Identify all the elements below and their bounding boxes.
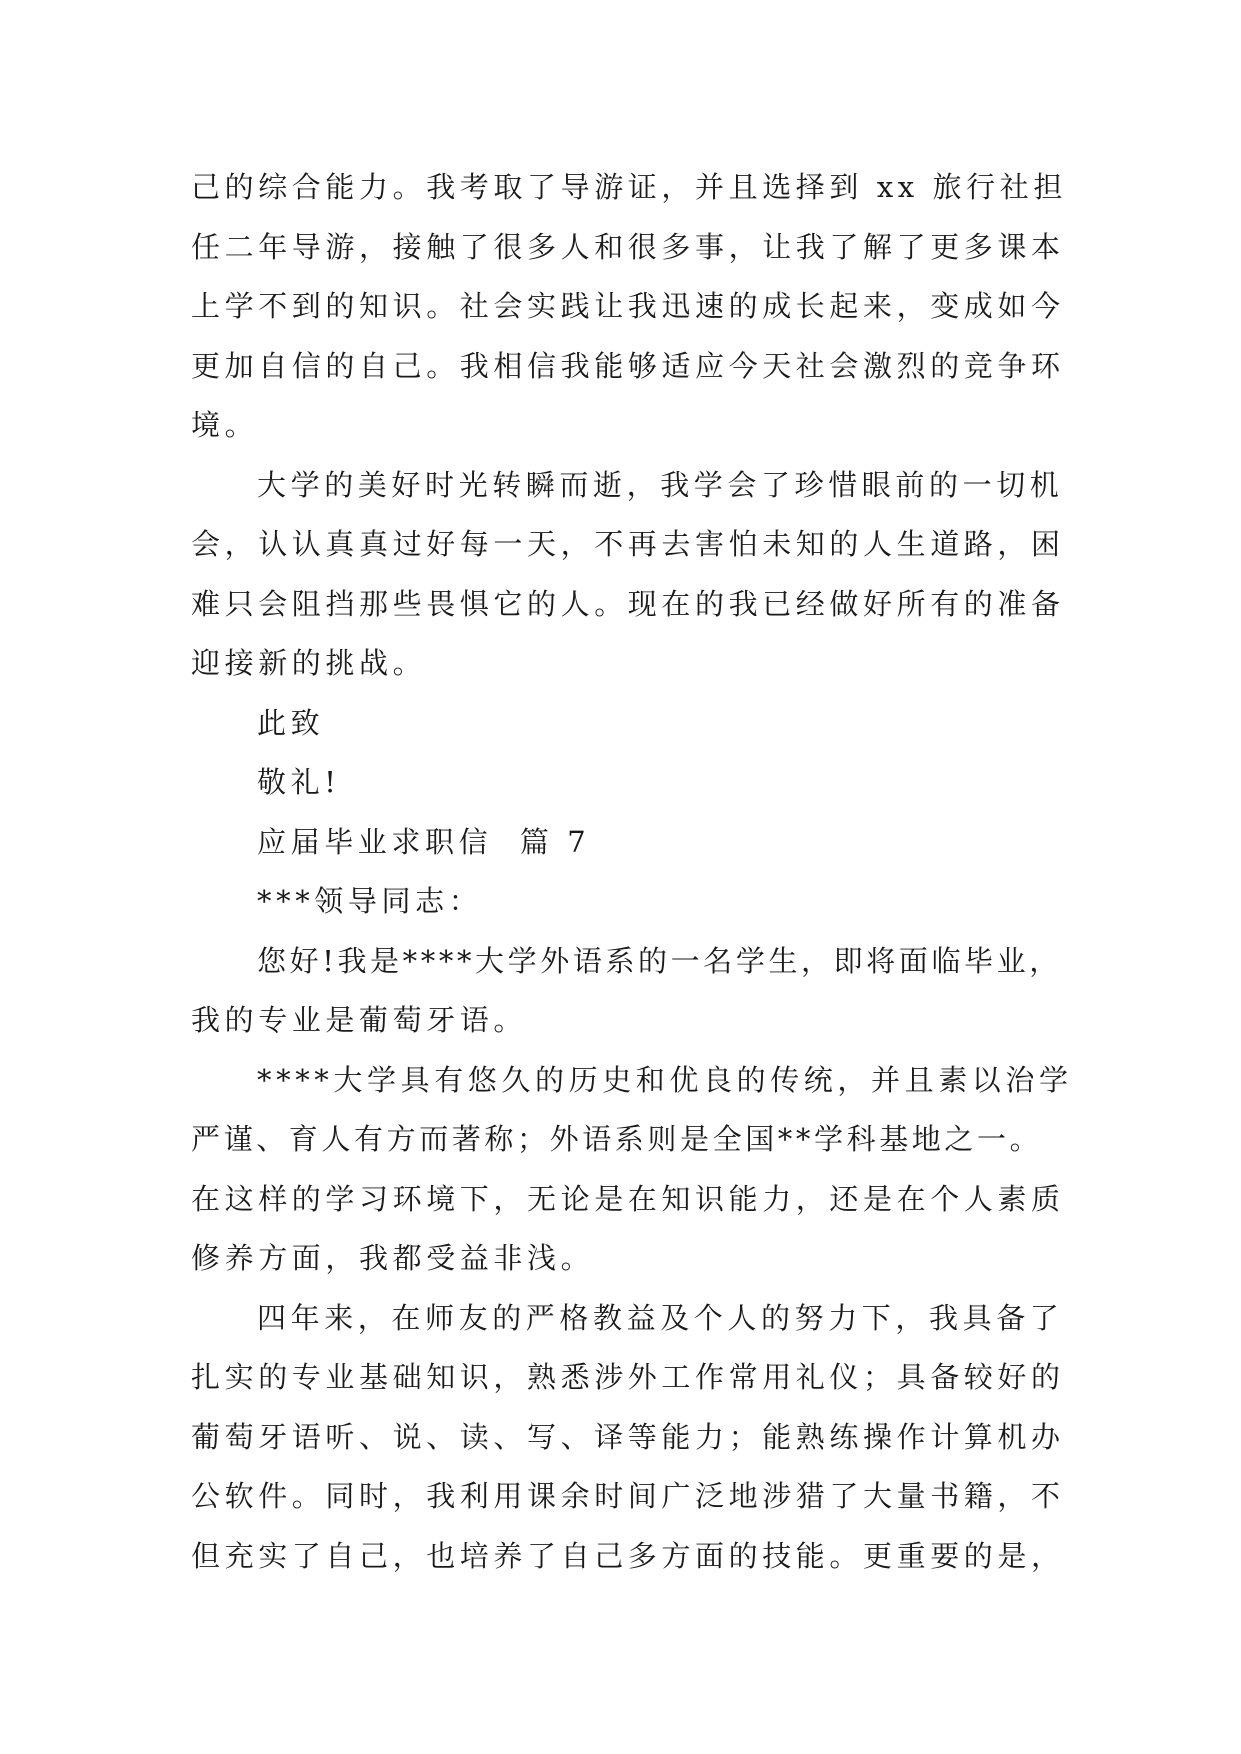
paragraph-first-line: 四年来，在师友的严格教益及个人的努力下，我具备了	[257, 1300, 1064, 1335]
section-heading: 应届毕业求职信 篇 7	[257, 824, 591, 859]
letter-greeting: ***领导同志：	[257, 884, 483, 918]
text-line: 严谨、育人有方而著称；外语系则是全国**学科基地之一。	[191, 1122, 1043, 1156]
text-line: 更加自信的自己。我相信我能够适应今天社会激烈的竞争环	[191, 348, 1065, 383]
text-line: 但充实了自己，也培养了自己多方面的技能。更重要的是，	[191, 1538, 1065, 1573]
text-line: 难只会阻挡那些畏惧它的人。现在的我已经做好所有的准备	[191, 586, 1065, 621]
letter-body	[191, 158, 1071, 1586]
text-line: 会，认认真真过好每一天，不再去害怕未知的人生道路，困	[191, 527, 1065, 561]
text-line: 己的综合能力。我考取了导游证，并且选择到 xx 旅行社担	[191, 170, 1067, 204]
text-line: 扎实的专业基础知识，熟悉涉外工作常用礼仪；具备较好的	[191, 1360, 1065, 1394]
text-line: 境。	[191, 408, 259, 442]
paragraph-first-line: 大学的美好时光转瞬而逝，我学会了珍惜眼前的一切机	[257, 467, 1064, 502]
text-line: 修养方面，我都受益非浅。	[191, 1241, 595, 1275]
text-line: 葡萄牙语听、说、读、写、译等能力；能熟练操作计算机办	[191, 1419, 1065, 1454]
closing-regards: 敬礼!	[257, 765, 341, 799]
text-line: 任二年导游，接触了很多人和很多事，让我了解了更多课本	[191, 229, 1065, 264]
text-line: 上学不到的知识。社会实践让我迅速的成长起来，变成如今	[191, 289, 1065, 323]
paragraph-first-line: ****大学具有悠久的历史和优良的传统，并且素以治学	[257, 1062, 1073, 1097]
text-line: 在这样的学习环境下，无论是在知识能力，还是在个人素质	[191, 1181, 1065, 1216]
paragraph-first-line: 您好!我是****大学外语系的一名学生，即将面临毕业，	[257, 943, 1062, 978]
text-line: 公软件。同时，我利用课余时间广泛地涉猎了大量书籍，不	[191, 1479, 1065, 1513]
text-line: 迎接新的挑战。	[191, 646, 427, 680]
text-line: 我的专业是葡萄牙语。	[191, 1003, 528, 1037]
closing-salutation: 此致	[257, 705, 325, 740]
